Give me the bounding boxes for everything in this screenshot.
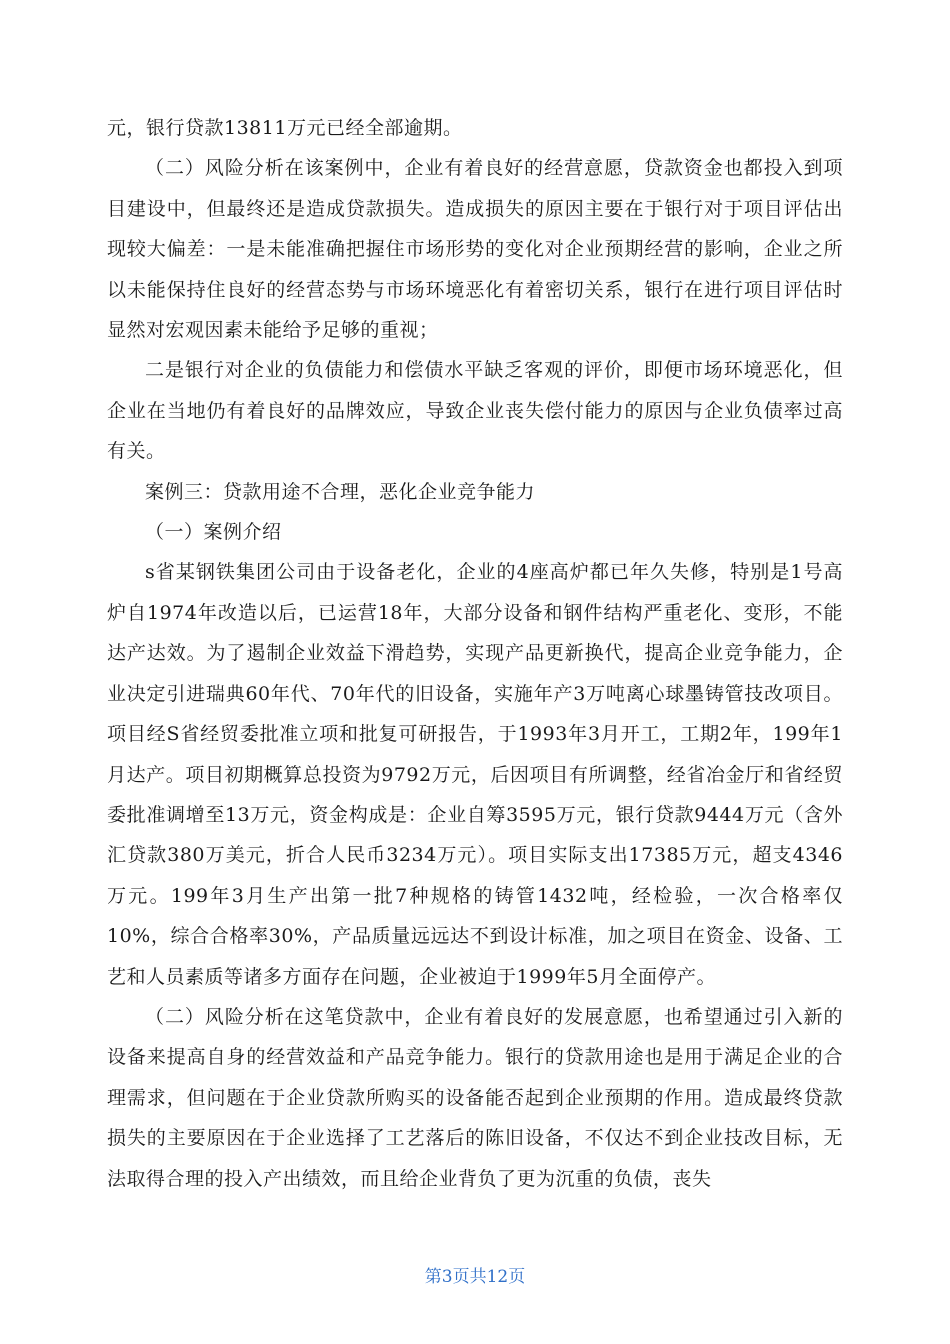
paragraph-risk-analysis-case-three: （二）风险分析在这笔贷款中，企业有着良好的发展意愿，也希望通过引入新的设备来提高自身的经营效益和产品竞争能力。银行的贷款用途也是用于满足企业的合理需求，但问题在于企业贷款所购买的设备能否起到企业预期的作用。造成最终贷款损失的主要原因在于企业选择了工艺落后的陈旧设备，不仅达不到企业技改目标，无法取得合理的投入产出绩效，而且给企业背负了更为沉重的负债，丧失 <box>107 1005 843 1190</box>
paragraph-continuation: 元，银行贷款13811万元已经全部逾期。 <box>107 117 463 139</box>
paragraph-risk-analysis-case-two: （二）风险分析在该案例中，企业有着良好的经营意愿，贷款资金也都投入到项目建设中，但最终还是造成贷款损失。造成损失的原因主要在于银行对于项目评估出现较大偏差：一是未能准确把握住市场形势的变化对企业预期经营的影响，企业之所以未能保持住良好的经营态势与市场环境恶化有着密切关系，银行在进行项目评估时显然对宏观因素未能给予足够的重视； <box>107 157 843 342</box>
paragraph-second-reason: 二是银行对企业的负债能力和偿债水平缺乏客观的评价，即便市场环境恶化，但企业在当地仍有着良好的品牌效应，导致企业丧失偿付能力的原因与企业负债率过高有关。 <box>107 359 843 463</box>
paragraph-case-three-introduction: s省某钢铁集团公司由于设备老化，企业的4座高炉都已年久失修，特别是1号高炉自1974年改造以后，已运营18年，大部分设备和钢件结构严重老化、变形，不能达产达效。为了遏制企业效益下滑趋势，实现产品更新换代，提高企业竞争能力，企业决定引进瑞典60年代、70年代的旧设备，实施年产3万吨离心球墨铸管技改项目。项目经S省经贸委批准立项和批复可研报告，于1993年3月开工，工期2年，199年1月达产。项目初期概算总投资为9792万元，后因项目有所调整，经省冶金厅和省经贸委批准调增至13万元，资金构成是：企业自筹3595万元，银行贷款9444万元（含外汇贷款380万美元，折合人民币3234万元）。项目实际支出17385万元，超支4346万元。199年3月生产出第一批7种规格的铸管1432吨，经检验，一次合格率仅10%，综合合格率30%，产品质量远远达不到设计标准，加之项目在资金、设备、工艺和人员素质等诸多方面存在问题，企业被迫于1999年5月全面停产。 <box>107 561 843 988</box>
heading-case-three: 案例三：贷款用途不合理，恶化企业竞争能力 <box>145 480 536 503</box>
document-body <box>107 108 843 1199</box>
subheading-case-introduction: （一）案例介绍 <box>145 521 282 544</box>
page-number-footer: 第3页共12页 <box>424 1267 526 1287</box>
